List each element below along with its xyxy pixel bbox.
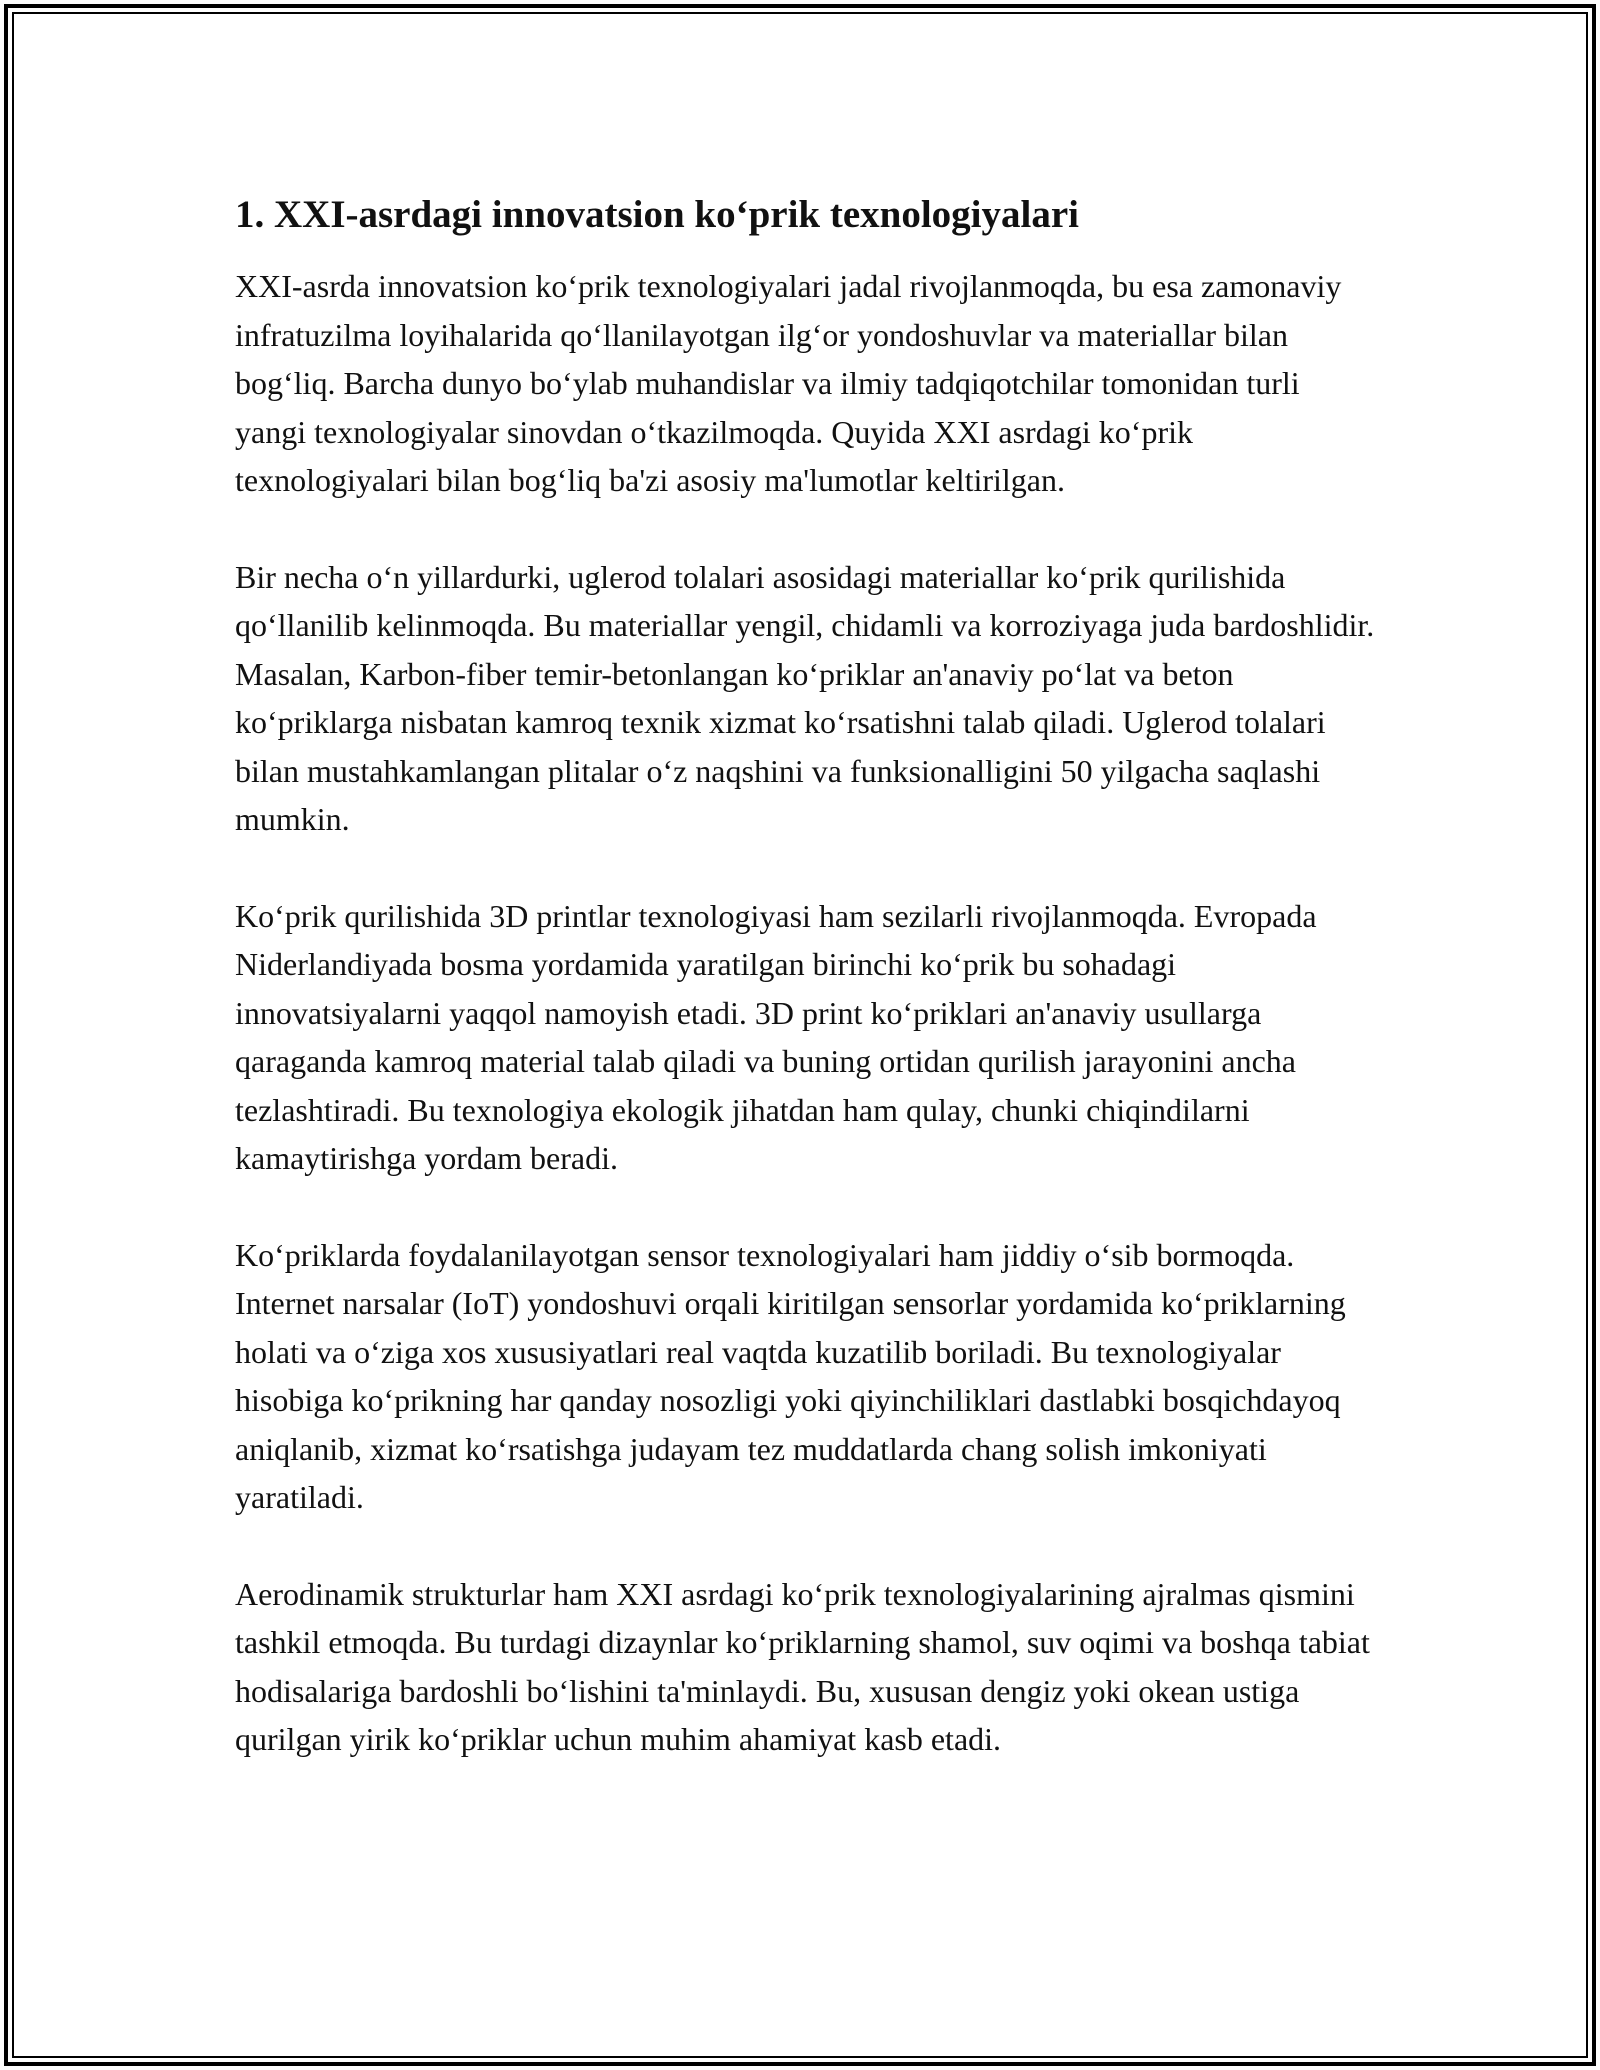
paragraph-aerodynamics: Aerodinamik strukturlar ham XXI asrdagi koʻprik texnologiyalarining ajralmas qismini tashkil etmoqda. Bu turdagi dizaynlar koʻpriklarning shamol, suv oqimi va boshqa tabiat hodisalariga bardoshli boʻlishini ta'minlaydi. Bu, xususan dengiz yoki okean ustiga qurilgan yirik koʻpriklar uchun muhim ahamiyat kasb etadi. [235, 1575, 1370, 1757]
paragraph-sensors: Koʻpriklarda foydalanilayotgan sensor texnologiyalari ham jiddiy oʻsib bormoqda. Internet narsalar (IoT) yondoshuvi orqali kiritilgan sensorlar yordamida koʻpriklarning holati va oʻziga xos xususiyatlari real vaqtda kuzatilib boriladi. Bu texnologiyalar hisobiga koʻprikning har qanday nosozligi yoki qiyinchiliklari dastlabki bosqichdayoq aniqlanib, xizmat koʻrsatishga judayam tez muddatlarda chang solish imkoniyati yaratiladi. [235, 1236, 1346, 1515]
paragraph-intro: XXI-asrda innovatsion koʻprik texnologiyalari jadal rivojlanmoqda, bu esa zamonaviy infratuzilma loyihalarida qoʻllanilayotgan ilgʻor yondoshuvlar va materiallar bilan bogʻliq. Barcha dunyo boʻylab muhandislar va ilmiy tadqiqotchilar tomonidan turli yangi texnologiyalar sinovdan oʻtkazilmoqda. Quyida XXI asrdagi koʻprik texnologiyalari bilan bogʻliq ba'zi asosiy ma'lumotlar keltirilgan. [235, 268, 1342, 498]
document-body [235, 188, 1375, 1812]
paragraph-carbon-fiber: Bir necha oʻn yillardurki, uglerod tolalari asosidagi materiallar koʻprik qurilishida qoʻllanilib kelinmoqda. Bu materiallar yengil, chidamli va korroziyaga juda bardoshlidir. Masalan, Karbon-fiber temir-betonlangan koʻpriklar an'anaviy poʻlat va beton koʻpriklarga nisbatan kamroq texnik xizmat koʻrsatishni talab qiladi. Uglerod tolalari bilan mustahkamlangan plitalar oʻz naqshini va funksionalligini 50 yilgacha saqlashi mumkin. [235, 558, 1375, 837]
paragraph-3d-printing: Koʻprik qurilishida 3D printlar texnologiyasi ham sezilarli rivojlanmoqda. Evropada Niderlandiyada bosma yordamida yaratilgan birinchi koʻprik bu sohadagi innovatsiyalarni yaqqol namoyish etadi. 3D print koʻpriklari an'anaviy usullarga qaraganda kamroq material talab qiladi va buning ortidan qurilish jarayonini ancha tezlashtiradi. Bu texnologiya ekologik jihatdan ham qulay, chunki chiqindilarni kamaytirishga yordam beradi. [235, 897, 1317, 1176]
section-heading: 1. XXI-asrdagi innovatsion koʻprik texnologiyalari [235, 193, 1080, 236]
